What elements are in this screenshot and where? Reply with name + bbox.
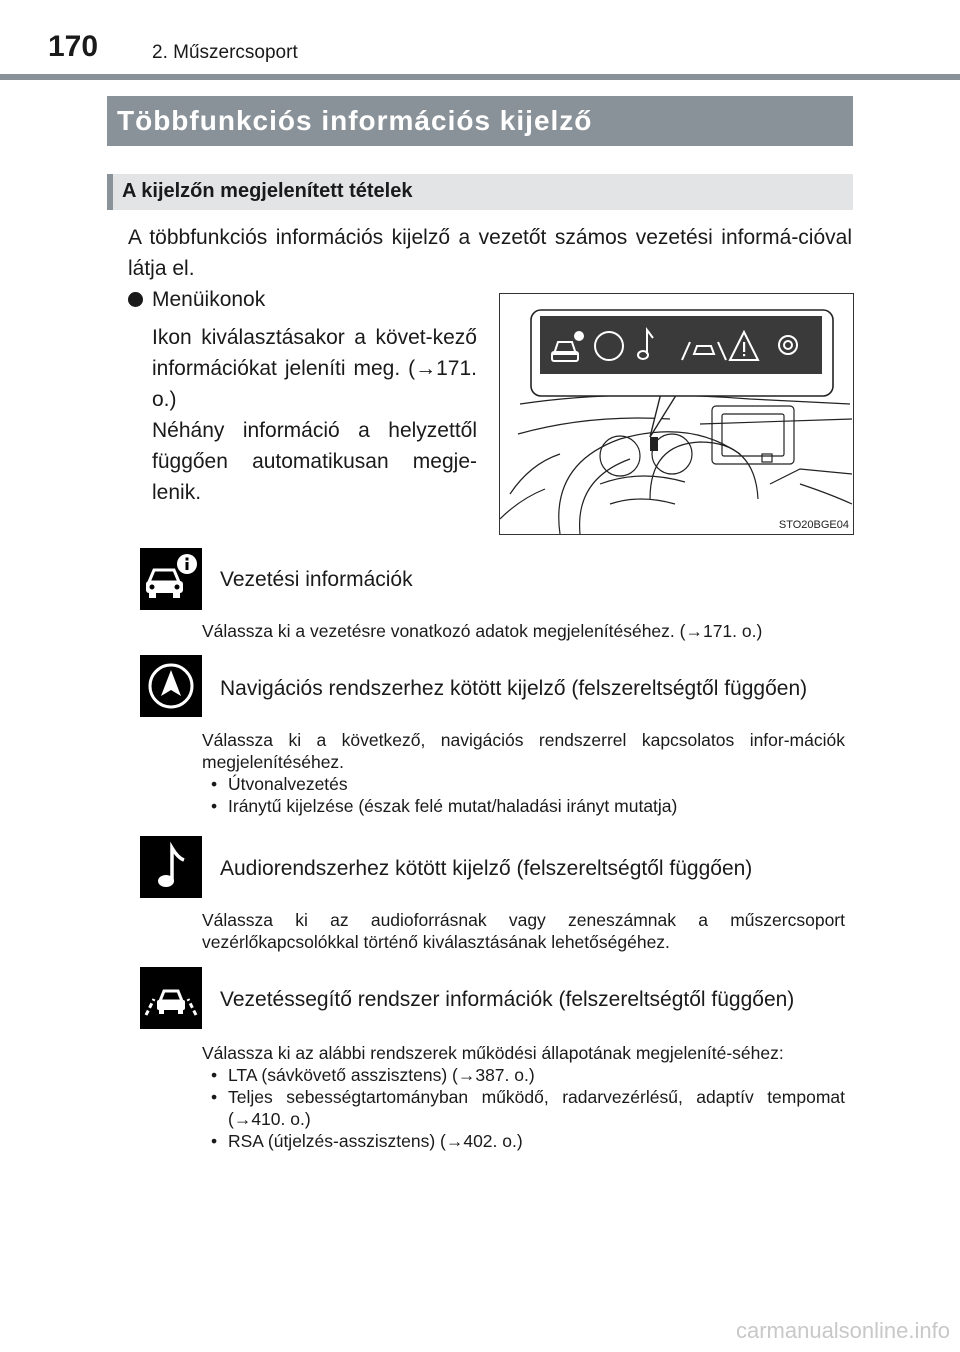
watermark: carmanualsonline.info: [735, 1318, 950, 1343]
section-2-body: [202, 729, 845, 817]
list-item: • RSA (útjelzés-asszisztens) (→402. o.): [202, 1130, 845, 1152]
section-3-text: Válassza ki az audioforrásnak vagy zeneszámnak a műszercsoport vezérlőkapcsolókkal történő kiválasztásának lehetőségéhez.: [202, 910, 845, 952]
section-2-text: Válassza ki a következő, navigációs rendszerrel kapcsolatos infor-mációk megjelenítéséhez.: [202, 730, 845, 772]
list-item: • LTA (sávkövető asszisztens) (→387. o.): [202, 1064, 845, 1086]
dashboard-drawing: [500, 294, 853, 534]
list-item: • Teljes sebességtartományban működő, radarvezérlésű, adaptív tempomat (→410. o.): [202, 1086, 845, 1130]
section-1-body: [202, 620, 845, 642]
menu-icons-heading: [128, 288, 265, 312]
illustration-code: STO20BGE04: [778, 519, 849, 531]
subsection-title-bar: [107, 174, 853, 210]
page-number: 170: [48, 30, 99, 63]
menu-icons-label: Menüikonok: [152, 288, 266, 311]
driving-assist-icon: [140, 967, 202, 1029]
subsection-accent: [107, 174, 113, 210]
section-3-title: Audiorendszerhez kötött kijelző (felszereltségtől függően): [220, 857, 753, 880]
section-2-title: Navigációs rendszerhez kötött kijelző (felszereltségtől függően): [220, 677, 808, 700]
menu-icons-paragraph-2: Néhány információ a helyzettől függően automatikusan megje-lenik.: [152, 419, 477, 504]
section-title-bar: [107, 96, 853, 146]
dashboard-illustration: [499, 293, 854, 535]
section-1-title: Vezetési információk: [220, 568, 413, 591]
section-3-body: [202, 909, 845, 953]
intro-paragraph: A többfunkciós információs kijelző a vezetőt számos vezetési informá-cióval látja el.: [128, 226, 852, 280]
header-divider: [0, 74, 960, 80]
section-4-body: [202, 1042, 845, 1152]
section-title: Többfunkciós információs kijelző: [117, 105, 593, 136]
car-info-icon: [140, 548, 202, 610]
list-item: • Iránytű kijelzése (észak felé mutat/haladási irányt mutatja): [202, 795, 845, 817]
section-4-title: Vezetéssegítő rendszer információk (felszereltségtől függően): [220, 988, 795, 1011]
section-1-text: Válassza ki a vezetésre vonatkozó adatok megjelenítéséhez. (→171. o.): [202, 621, 763, 641]
chapter-title: 2. Műszercsoport: [152, 42, 298, 63]
list-item: • Útvonalvezetés: [202, 773, 845, 795]
menu-icons-description: [152, 322, 477, 508]
bullet-dot-icon: [128, 292, 143, 307]
section-4-text: Válassza ki az alábbi rendszerek működési állapotának megjeleníté-séhez:: [202, 1043, 784, 1063]
music-note-icon: [140, 836, 202, 898]
menu-icons-paragraph-1: Ikon kiválasztásakor a követ-kező információkat jeleníti meg. (→171. o.): [152, 326, 477, 411]
subsection-title: A kijelzőn megjelenített tételek: [122, 180, 413, 202]
navigation-compass-icon: [140, 655, 202, 717]
